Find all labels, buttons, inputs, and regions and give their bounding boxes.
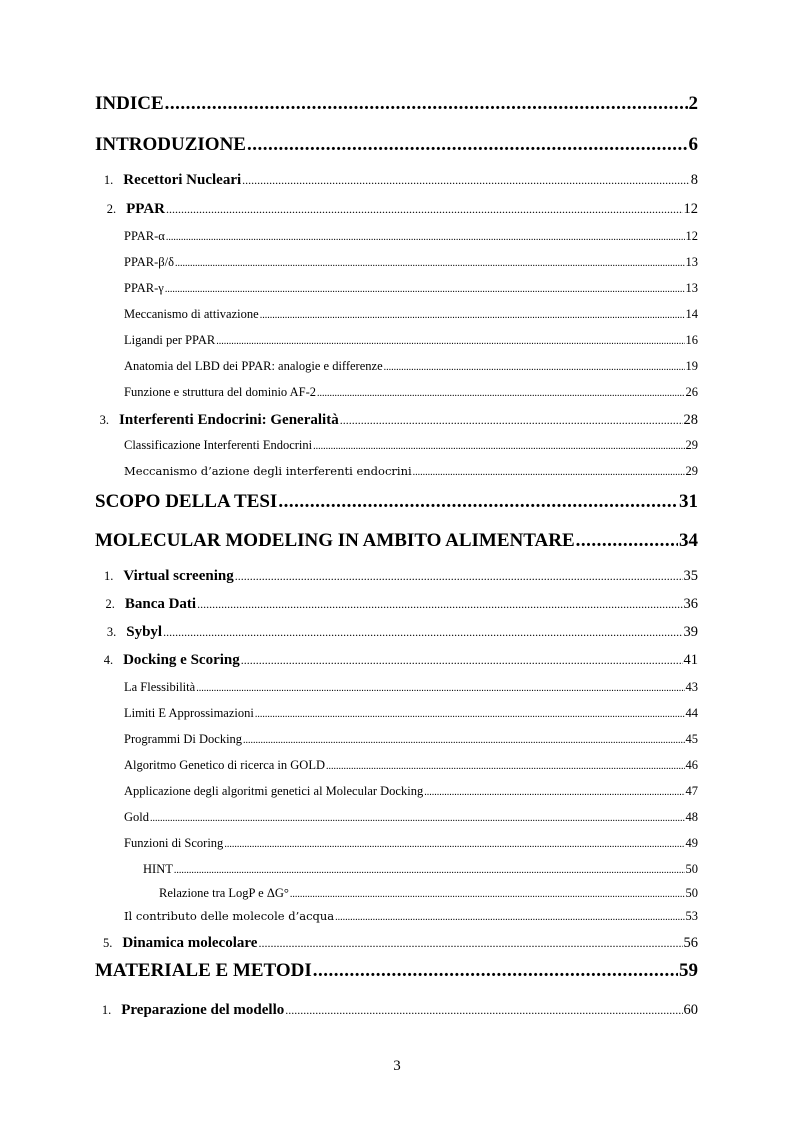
toc-entry-dinamica-molecolare[interactable] xyxy=(95,935,698,952)
toc-entry-flessibilita[interactable] xyxy=(124,680,698,695)
toc-entry-title: Funzioni di Scoring xyxy=(124,836,224,850)
dot-leader xyxy=(335,912,684,923)
toc-entry-page: 39 xyxy=(683,624,698,640)
toc-entry-title: Applicazione degli algoritmi genetici al Molecular Docking xyxy=(124,784,424,798)
toc-entry-indice[interactable] xyxy=(95,93,698,115)
toc-entry-scopo-tesi[interactable] xyxy=(95,491,698,513)
toc-entry-title: Preparazione del modello xyxy=(121,1002,285,1018)
toc-entry-interferenti-endocrini[interactable] xyxy=(95,412,698,429)
dot-leader xyxy=(242,173,690,188)
toc-entry-title: INDICE xyxy=(95,93,164,114)
dot-leader xyxy=(317,388,685,399)
dot-leader xyxy=(247,134,688,156)
dot-leader xyxy=(174,865,685,876)
toc-entry-title: Sybyl xyxy=(126,624,163,640)
toc-entry-ppar-alpha[interactable] xyxy=(124,229,698,244)
dot-leader xyxy=(197,597,682,612)
page-number: 3 xyxy=(393,1058,401,1074)
toc-entry-page: 43 xyxy=(685,680,698,694)
toc-entry-dominio-af2[interactable] xyxy=(124,385,698,400)
toc-entry-sybyl[interactable] xyxy=(95,624,698,641)
toc-entry-virtual-screening[interactable] xyxy=(95,568,698,585)
toc-entry-page: 34 xyxy=(679,530,698,551)
dot-leader xyxy=(196,683,684,694)
toc-entry-meccanismo-azione[interactable] xyxy=(124,464,698,479)
toc-entry-title: MOLECULAR MODELING IN AMBITO ALIMENTARE xyxy=(95,530,575,551)
dot-leader xyxy=(384,362,685,373)
dot-leader xyxy=(313,441,684,452)
toc-entry-title: Funzione e struttura del dominio AF-2 xyxy=(124,385,316,399)
dot-leader xyxy=(340,413,683,428)
toc-entry-title: Classificazione Interferenti Endocrini xyxy=(124,438,313,452)
dot-leader xyxy=(255,709,685,720)
toc-entry-page: 49 xyxy=(685,836,698,850)
toc-entry-page: 29 xyxy=(685,464,698,478)
toc-entry-title: INTRODUZIONE xyxy=(95,134,246,155)
toc-entry-title: Relazione tra LogP e ΔG° xyxy=(159,886,289,900)
toc-entry-page: 14 xyxy=(685,307,698,321)
toc-entry-title: Meccanismo d’azione degli interferenti endocrini xyxy=(124,464,412,478)
toc-entry-molecole-acqua[interactable] xyxy=(124,909,698,924)
toc-entry-title: Programmi Di Docking xyxy=(124,732,243,746)
toc-entry-anatomia-lbd[interactable] xyxy=(124,359,698,374)
toc-entry-gold[interactable] xyxy=(124,810,698,825)
toc-entry-title: Interferenti Endocrini: Generalità xyxy=(119,412,339,428)
toc-entry-title: Algoritmo Genetico di ricerca in GOLD xyxy=(124,758,325,772)
toc-entry-page: 8 xyxy=(690,172,698,188)
dot-leader xyxy=(165,284,685,295)
toc-entry-page: 47 xyxy=(685,784,698,798)
toc-entry-classificazione-interferenti[interactable] xyxy=(124,438,698,453)
toc-entry-number: 3. xyxy=(106,625,117,639)
toc-entry-page: 16 xyxy=(685,333,698,347)
dot-leader xyxy=(290,889,685,900)
toc-entry-preparazione-modello[interactable] xyxy=(95,1002,698,1019)
dot-leader xyxy=(175,258,684,269)
toc-entry-page: 41 xyxy=(683,652,698,668)
toc-entry-page: 44 xyxy=(685,706,698,720)
toc-entry-meccanismo-attivazione[interactable] xyxy=(124,307,698,322)
toc-entry-title: Banca Dati xyxy=(124,596,197,612)
toc-entry-docking-scoring[interactable] xyxy=(95,652,698,669)
toc-entry-title: SCOPO DELLA TESI xyxy=(95,491,278,512)
toc-entry-page: 50 xyxy=(685,886,698,900)
toc-entry-number: 4. xyxy=(103,653,114,667)
toc-entry-page: 19 xyxy=(685,359,698,373)
toc-entry-applicazione-algoritmi[interactable] xyxy=(124,784,698,799)
toc-entry-page: 36 xyxy=(683,596,698,612)
dot-leader xyxy=(243,735,684,746)
toc-entry-limiti-approssimazioni[interactable] xyxy=(124,706,698,721)
dot-leader xyxy=(166,232,685,243)
dot-leader xyxy=(150,813,685,824)
toc-entry-page: 29 xyxy=(685,438,698,452)
dot-leader xyxy=(235,569,683,584)
toc-entry-page: 50 xyxy=(685,862,698,876)
toc-entry-page: 12 xyxy=(683,201,698,217)
toc-entry-page: 53 xyxy=(685,909,698,923)
toc-entry-molecular-modeling[interactable] xyxy=(95,530,698,552)
dot-leader xyxy=(258,936,682,951)
dot-leader xyxy=(413,467,685,478)
toc-entry-ppar[interactable] xyxy=(95,201,698,218)
toc-entry-title: Docking e Scoring xyxy=(123,652,240,668)
toc-entry-title: Anatomia del LBD dei PPAR: analogie e differenze xyxy=(124,359,383,373)
dot-leader xyxy=(163,625,682,640)
dot-leader xyxy=(285,1003,682,1018)
toc-entry-title: Limiti E Approssimazioni xyxy=(124,706,254,720)
dot-leader xyxy=(216,336,684,347)
toc-entry-page: 12 xyxy=(685,229,698,243)
toc-entry-page: 2 xyxy=(688,93,698,114)
toc-entry-number: 1. xyxy=(101,1003,112,1017)
dot-leader xyxy=(260,310,685,321)
toc-entry-algoritmo-genetico[interactable] xyxy=(124,758,698,773)
toc-entry-materiale-metodi[interactable] xyxy=(95,960,698,982)
toc-entry-page: 56 xyxy=(683,935,698,951)
toc-entry-number: 2. xyxy=(106,202,117,216)
toc-entry-page: 6 xyxy=(688,134,698,155)
table-of-contents xyxy=(95,0,698,1040)
toc-entry-title: Gold xyxy=(124,810,149,824)
toc-entry-banca-dati[interactable] xyxy=(95,596,698,613)
toc-entry-title: Recettori Nucleari xyxy=(123,172,242,188)
dot-leader xyxy=(278,491,678,513)
toc-entry-hint[interactable] xyxy=(143,862,698,877)
toc-entry-ppar-beta-delta[interactable] xyxy=(124,255,698,270)
toc-entry-page: 60 xyxy=(683,1002,698,1018)
toc-entry-title: MATERIALE E METODI xyxy=(95,960,312,981)
dot-leader xyxy=(313,960,678,982)
toc-entry-title: Meccanismo di attivazione xyxy=(124,307,259,321)
toc-entry-programmi-docking[interactable] xyxy=(124,732,698,747)
toc-entry-page: 28 xyxy=(683,412,698,428)
toc-entry-page: 48 xyxy=(685,810,698,824)
dot-leader xyxy=(224,839,684,850)
toc-entry-page: 13 xyxy=(685,281,698,295)
toc-entry-number: 3. xyxy=(99,413,110,427)
dot-leader xyxy=(576,530,678,552)
dot-leader xyxy=(241,653,683,668)
dot-leader xyxy=(165,93,688,115)
toc-entry-number: 1. xyxy=(103,173,114,187)
toc-entry-funzioni-scoring[interactable] xyxy=(124,836,698,851)
toc-entry-ppar-gamma[interactable] xyxy=(124,281,698,296)
dot-leader xyxy=(166,202,683,217)
toc-entry-number: 5. xyxy=(102,936,113,950)
toc-entry-page: 31 xyxy=(679,491,698,512)
toc-entry-title: Ligandi per PPAR xyxy=(124,333,216,347)
toc-entry-title: Dinamica molecolare xyxy=(122,935,258,951)
toc-entry-recettori-nucleari[interactable] xyxy=(95,172,698,189)
toc-entry-title: PPAR-β/δ xyxy=(124,255,175,269)
toc-entry-relazione-logp[interactable] xyxy=(159,886,698,901)
toc-entry-number: 2. xyxy=(105,597,115,611)
toc-entry-title: Il contributo delle molecole d’acqua xyxy=(124,909,335,923)
dot-leader xyxy=(326,761,685,772)
toc-entry-title: La Flessibilità xyxy=(124,680,196,694)
toc-entry-title: PPAR-γ xyxy=(124,281,164,295)
toc-entry-introduzione[interactable] xyxy=(95,134,698,156)
toc-entry-page: 59 xyxy=(679,960,698,981)
toc-entry-page: 13 xyxy=(685,255,698,269)
dot-leader xyxy=(424,787,684,798)
toc-entry-ligandi-ppar[interactable] xyxy=(124,333,698,348)
toc-entry-title: PPAR xyxy=(126,201,165,217)
toc-entry-number: 1. xyxy=(103,569,114,583)
toc-entry-title: Virtual screening xyxy=(123,568,234,584)
toc-entry-page: 26 xyxy=(685,385,698,399)
toc-entry-page: 46 xyxy=(685,758,698,772)
toc-entry-title: PPAR-α xyxy=(124,229,165,243)
toc-entry-page: 45 xyxy=(685,732,698,746)
toc-entry-title: HINT xyxy=(143,862,173,876)
toc-entry-page: 35 xyxy=(683,568,698,584)
